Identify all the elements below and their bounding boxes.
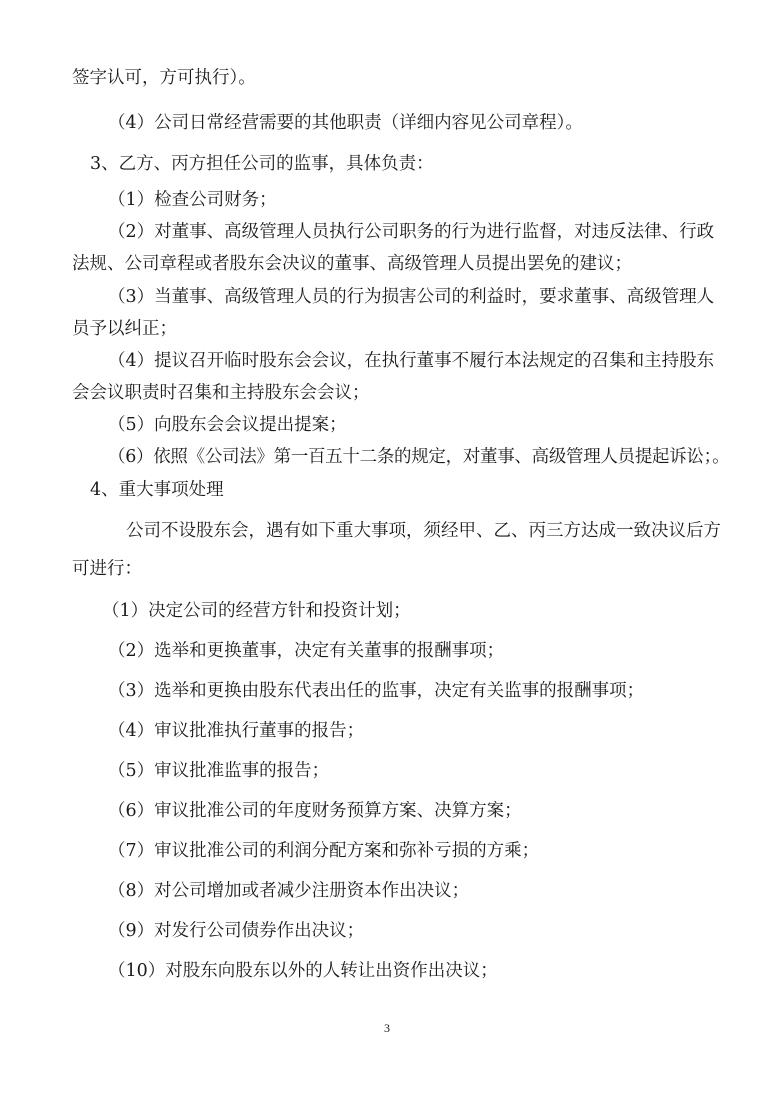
- paragraph-line: 签字认可，方可执行）。: [72, 68, 256, 88]
- list-item: （7）审议批准公司的利润分配方案和弥补亏损的方乘；: [108, 841, 540, 861]
- list-item: （5）审议批准监事的报告；: [108, 761, 330, 781]
- list-item: （6）审议批准公司的年度财务预算方案、决算方案；: [108, 801, 522, 821]
- list-item: （10）对股东向股东以外的人转让出资作出决议；: [108, 961, 498, 981]
- page-number: 3: [384, 1021, 390, 1035]
- paragraph-line: （5）向股东会会议提出提案；: [108, 415, 347, 435]
- section-heading: 3、乙方、丙方担任公司的监事，具体负责：: [90, 154, 434, 174]
- section-heading: 4、重大事项处理: [90, 480, 224, 500]
- paragraph-line: （1）检查公司财务；: [108, 190, 277, 210]
- list-item: （9）对发行公司债券作出决议；: [108, 921, 365, 941]
- paragraph-line: 会会议职责时召集和主持股东会会议；: [72, 383, 370, 403]
- paragraph-line: （4）提议召开临时股东会会议，在执行董事不履行本法规定的召集和主持股东: [108, 351, 715, 371]
- paragraph-line: （2）对董事、高级管理人员执行公司职务的行为进行监督，对违反法律、行政: [108, 222, 715, 242]
- paragraph-line: （4）公司日常经营需要的其他职责（详细内容见公司章程）。: [108, 113, 583, 133]
- paragraph-line: （6）依照《公司法》第一百五十二条的规定，对董事、高级管理人员提起诉讼；。: [108, 447, 730, 467]
- list-item: （2）选举和更换董事，决定有关董事的报酬事项；: [108, 641, 505, 661]
- paragraph-line: 员予以纠正；: [72, 319, 177, 339]
- list-item: （8）对公司增加或者减少注册资本作出决议；: [108, 881, 470, 901]
- list-item: （4）审议批准执行董事的报告；: [108, 721, 365, 741]
- paragraph-line: （3）当董事、高级管理人员的行为损害公司的利益时，要求董事、高级管理人: [108, 287, 715, 307]
- list-item: （1）决定公司的经营方针和投资计划；: [102, 601, 411, 621]
- paragraph-line: 法规、公司章程或者股东会决议的董事、高级管理人员提出罢免的建议；: [72, 254, 632, 274]
- paragraph-line: 公司不设股东会，遇有如下重大事项，须经甲、乙、丙三方达成一致决议后方: [126, 521, 721, 541]
- list-item: （3）选举和更换由股东代表出任的监事，决定有关监事的报酬事项；: [108, 681, 645, 701]
- paragraph-line: 可进行：: [72, 559, 142, 579]
